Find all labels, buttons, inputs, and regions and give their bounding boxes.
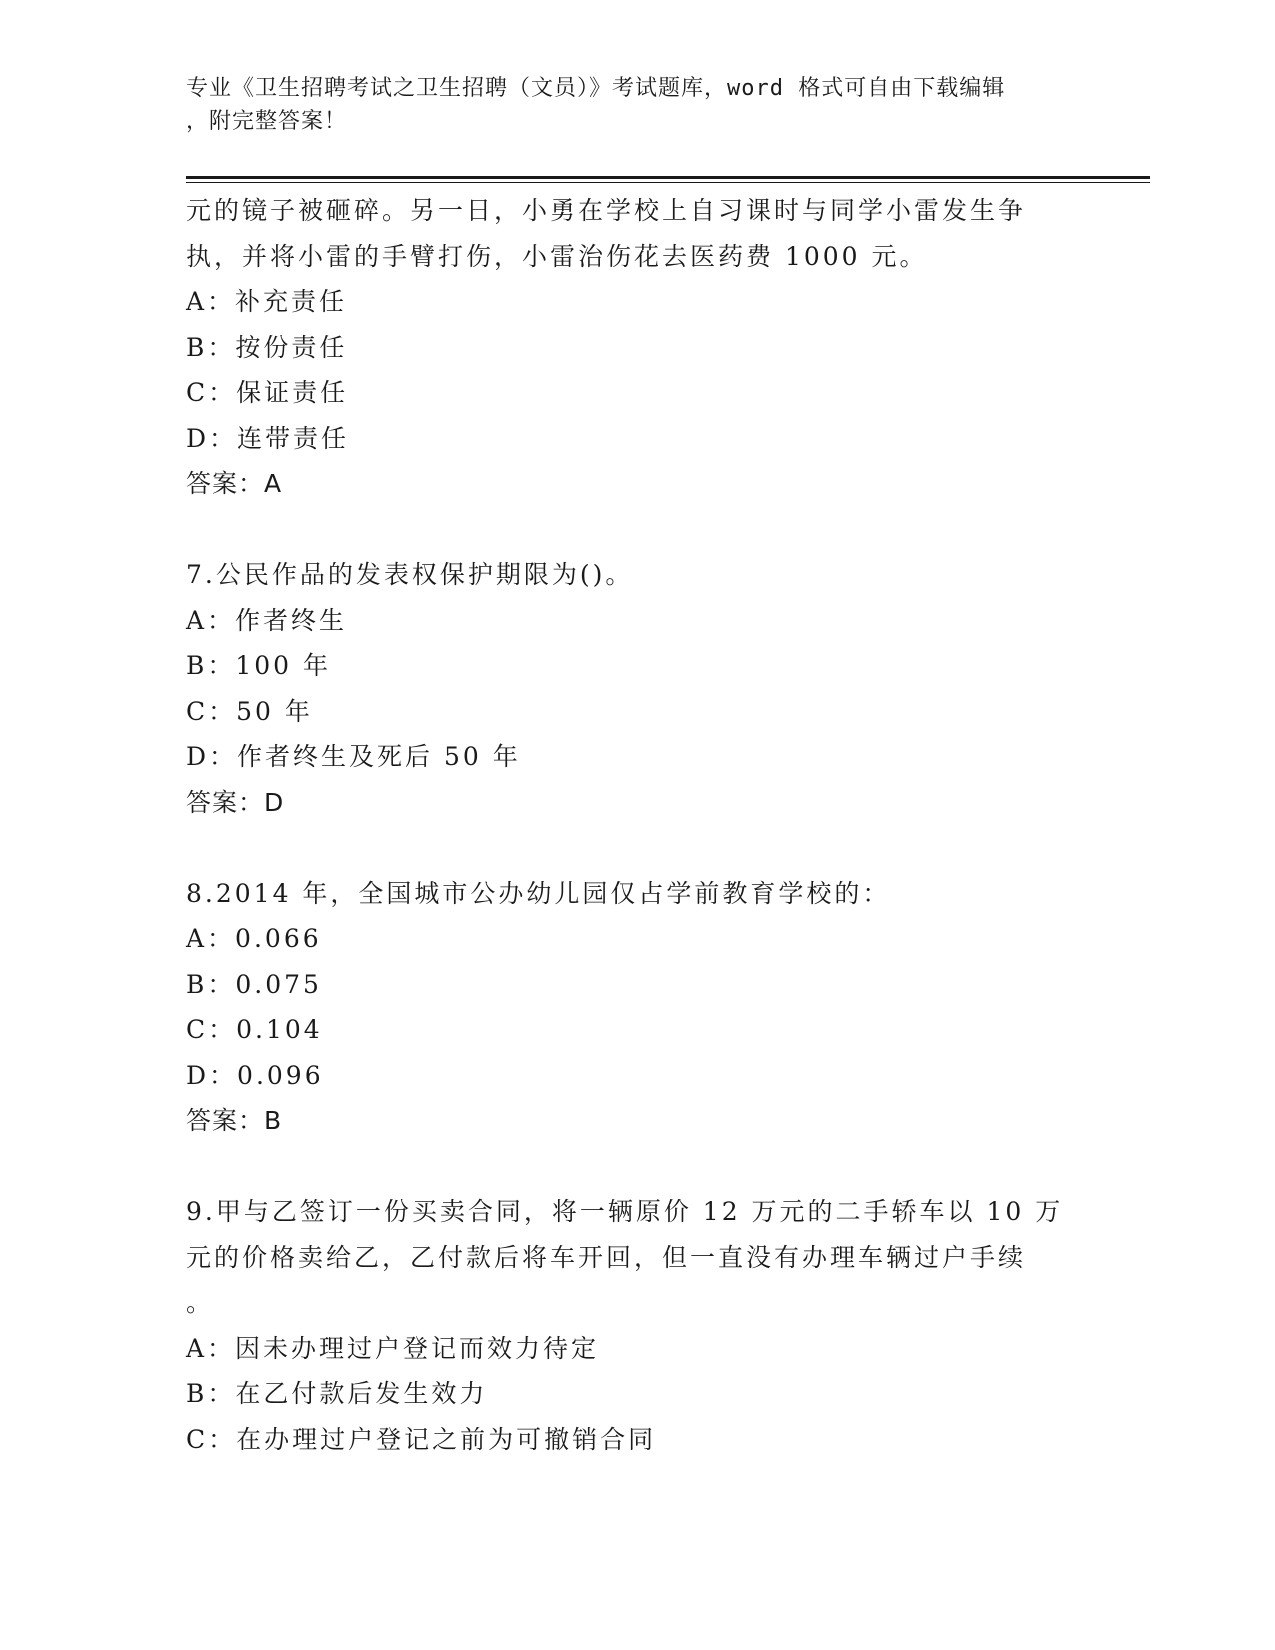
question-7: [186, 552, 1086, 825]
question-stem: 。: [186, 1288, 215, 1317]
question-stem: 8.2014 年，全国城市公办幼儿园仅占学前教育学校的：: [186, 878, 891, 908]
answer-line: 答案：A: [186, 469, 283, 498]
option-a: A：0.066: [186, 924, 322, 953]
question-stem: 9.甲与乙签订一份买卖合同，将一辆原价 12 万元的二手轿车以 10 万: [186, 1197, 1064, 1226]
page-header: [186, 72, 1066, 138]
question-9: [186, 1189, 1086, 1462]
question-8: [186, 871, 1086, 1144]
header-line-2: ，附完整答案！: [186, 109, 348, 134]
question-stem-continued: 执，并将小雷的手臂打伤，小雷治伤花去医药费 1000 元。: [186, 241, 928, 271]
spacer: [186, 1144, 1086, 1190]
option-a: A：补充责任: [186, 287, 348, 316]
spacer: [186, 825, 1086, 871]
option-b: B：按份责任: [186, 332, 348, 362]
option-b: B：在乙付款后发生效力: [186, 1379, 488, 1408]
answer-line: 答案：B: [186, 1106, 283, 1135]
option-d: D：作者终生及死后 50 年: [186, 742, 521, 771]
option-c: C：0.104: [186, 1015, 323, 1044]
spacer: [186, 507, 1086, 553]
option-c: C：50 年: [186, 696, 313, 726]
option-b: B：100 年: [186, 651, 332, 680]
header-line-1: 专业《卫生招聘考试之卫生招聘（文员）》考试题库，word 格式可自由下载编辑: [186, 76, 1006, 101]
question-6: [186, 188, 1086, 507]
option-a: A：作者终生: [186, 605, 348, 635]
header-rule-thin: [186, 182, 1150, 183]
question-stem: 7.公民作品的发表权保护期限为()。: [186, 560, 634, 589]
option-b: B：0.075: [186, 969, 322, 999]
answer-line: 答案：D: [186, 787, 285, 817]
option-d: D：连带责任: [186, 423, 350, 453]
option-a: A：因未办理过户登记而效力待定: [186, 1333, 600, 1363]
header-rule-thick: [186, 176, 1150, 179]
option-c: C：保证责任: [186, 378, 349, 407]
option-c: C：在办理过户登记之前为可撤销合同: [186, 1424, 657, 1454]
question-content: [186, 188, 1086, 1462]
question-stem: 元的价格卖给乙，乙付款后将车开回，但一直没有办理车辆过户手续: [186, 1242, 1027, 1272]
option-d: D：0.096: [186, 1060, 324, 1090]
question-stem-continued: 元的镜子被砸碎。另一日，小勇在学校上自习课时与同学小雷发生争: [186, 196, 1027, 225]
